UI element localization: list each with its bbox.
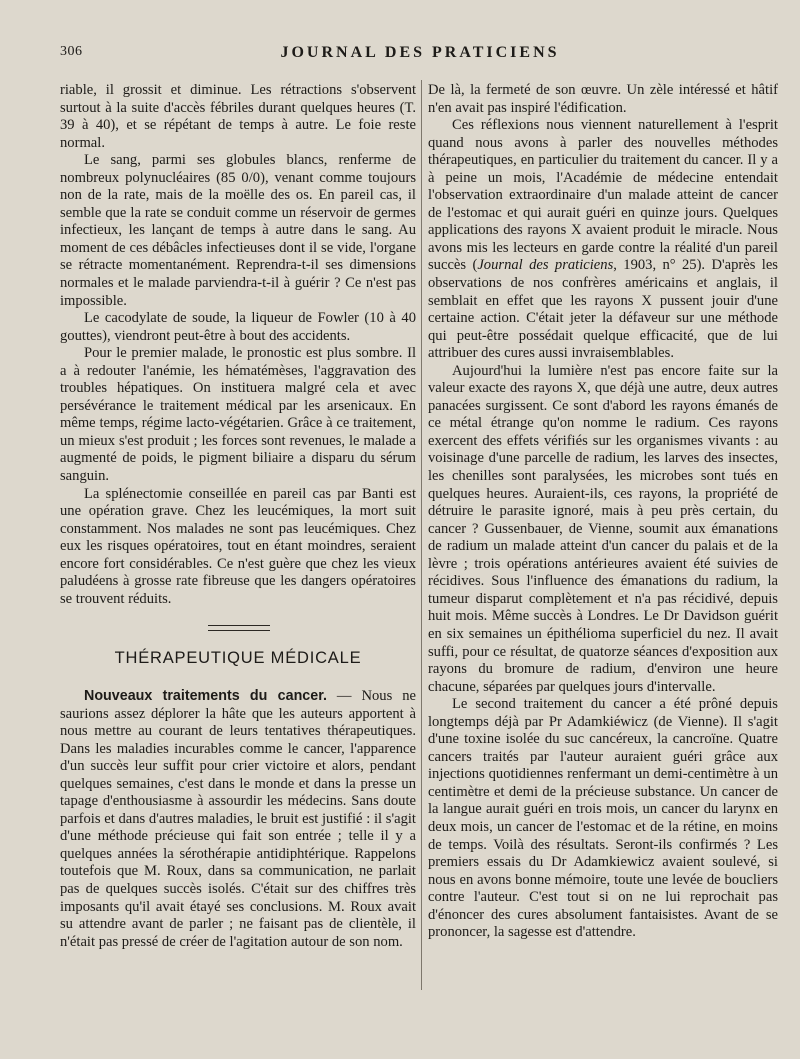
article-text: — Nous ne saurions assez déplorer la hâte que les auteurs apportent à nous mettre au courant de leurs tentatives thérapeutiques. Dans les maladies incurables comme le cancer, l'apparence d'un succès leur suffit pour crier victoire et alors, pendant quelques semaines, c'est dans le monde et dans la presse un tapage d'enthousiasme à assourdir les médecins. Sans doute parfois et dans d'autres maladies, le bruit est justifié : il s'agit d'une méthode précieuse qui fait son entrée ; telle il y a quelques années la sérothérapie antidiphtérique. Rappelons toutefois que M. Roux, dans sa communication, ne parlait pas de quelques succès isolés. C'était sur des chiffres très imposants qu'il avait étayé ses conclusions. M. Roux avait su attendre avant de parler ; ne faisant pas de clientèle, il n'était pas pressé de créer de l'agitation autour de son nom. — [60, 687, 416, 950]
journal-reference: Journal des praticiens — [477, 257, 614, 274]
paragraph: Pour le premier malade, le pronostic est plus sombre. Il a à redouter l'anémie, les hématémèses, l'aggravation des troubles hépatiques. On instituera malgré cela et avec persévérance le traitement médical par les arsenicaux. En même temps, régime lacto-végétarien. Grâce à ce traitement, un mieux s'est produit ; les forces sont revenues, le malade a augmenté de poids, le pigment biliaire a disparu du sérum sanguin. — [60, 345, 416, 485]
paragraph — [60, 688, 416, 951]
column-rule — [421, 80, 422, 990]
running-title: JOURNAL DES PRATICIENS — [280, 44, 560, 61]
paragraph: Aujourd'hui la lumière n'est pas encore faite sur la valeur exacte des rayons X, que déjà une autre, deux autres panacées surgissent. Ce sont d'abord les rayons émanés de ce métal étrange qu'on nomme le radium. Ces rayons exercent des effets vérifiés sur les organismes vivants : au voisinage d'une parcelle de radium, les larves des insectes, les chenilles sont paralysées, les microbes sont tués en quelques heures. Auraient-ils, ces rayons, la propriété de détruire le parasite ignoré, mais à peu près certain, du cancer ? Gussenbauer, de Vienne, soumit aux émanations de radium un malade atteint d'un cancer du palais et de la lèvre ; trois opérations antérieures avaient été suivies de récidives. Sous l'influence des émanations du radium, la tumeur disparut complètement et n'a pas récidivé, depuis huit mois. Même succès à Londres. Le Dr Davidson guérit en six semaines un épithélioma superficiel du nez. Il avait suffi, pour ce résultat, de quatorze séances d'exposition aux rayons du bromure de radium, d'environ une heure chacune, séparées par quelques jours d'intervalle. — [428, 362, 778, 695]
article-title: Nouveaux traitements du cancer. — [84, 687, 327, 704]
text-span: , 1903, n° 25). D'après les observations de nos confrères américains et anglais, il semblait en effet que les rayons X pussent jouir d'une certaine action. C'était jeter la défaveur sur une méthode qui peut-être possédait quelque efficacité, que de lui attribuer des cures aussi invraisemblables. — [428, 257, 778, 362]
paragraph: De là, la fermeté de son œuvre. Un zèle intéressé et hâtif n'en avait pas inspiré l'édification. — [428, 82, 778, 116]
text-span: Ces réflexions nous viennent naturellement à l'esprit quand nous avons à parler des nouvelles méthodes thérapeutiques, en particulier du traitement du cancer. Il y a à peine un mois, l'Académie de médecine entendait l'observation extraordinaire d'un malade atteint de cancer de l'estomac et qui aurait guéri en quinze jours. Quelques applications des rayons X avaient produit le miracle. Nous avons mis les lecteurs en garde contre la réalité d'un pareil succès ( — [428, 117, 778, 274]
page-number: 306 — [60, 44, 83, 59]
paragraph: Le second traitement du cancer a été prôné depuis longtemps déjà par Pr Adamkiéwicz (de Vienne). Il s'agit d'une toxine isolée du suc cancéreux, la cancroïne. Quatre cancers traités par l'auteur auraient guéri grâce aux injections quotidiennes renfermant un demi-centimètre à un centimètre et demi de la précieuse substance. Un cancer de la langue aurait guéri en trois mois, un cancer du larynx en deux mois, un cancer de l'estomac et de la rétine, en moins de temps. Voilà des résultats. Seront-ils confirmés ? Les premiers essais du Dr Adamkiewicz avaient soulevé, si nous en avons bonne mémoire, toute une levée de boucliers contre l'auteur. C'est tout si on ne lui reprochait pas d'énoncer des cures absolument fantaisistes. Avant de se prononcer, la sagesse est d'attendre. — [428, 696, 778, 941]
right-column — [428, 82, 778, 942]
left-column — [60, 82, 416, 951]
section-divider — [60, 612, 416, 642]
paragraph: La splénectomie conseillée en pareil cas par Banti est une opération grave. Chez les leucémiques, la mort suit constamment. Nos malades ne sont pas leucémiques. Chez eux les risques opératoires, tout en étant moindres, seraient encore fort considérables. Ce n'est guère que chez les vieux paludéens à grosse rate fibreuse que les dangers opératoires se trouvent réduits. — [60, 485, 416, 607]
paragraph — [428, 117, 778, 363]
section-heading: THÉRAPEUTIQUE MÉDICALE — [114, 649, 362, 668]
paragraph: Le cacodylate de soude, la liqueur de Fowler (10 à 40 gouttes), viendront peut-être à bout des accidents. — [60, 310, 416, 344]
paragraph: riable, il grossit et diminue. Les rétractions s'observent surtout à la suite d'accès fébriles durant quelques heures (T. 39 à 40), et se répétant de temps à autre. Le foie reste normal. — [60, 82, 416, 151]
paragraph: Le sang, parmi ses globules blancs, renferme de nombreux polynucléaires (85 0/0), venant comme toujours non de la rate, mais de la moëlle des os. En pareil cas, il semble que la rate se conduit comme un réservoir de germes infectieux, les lançant de temps à autre dans le sang. Au moment de ces débâcles infectieuses dont il se vide, l'organe se rétracte momentanément. Reprendra-t-il ses dimensions normales et le malade parviendra-t-il à guérir ? Ce n'est pas impossible. — [60, 152, 416, 309]
page-header — [60, 44, 780, 68]
